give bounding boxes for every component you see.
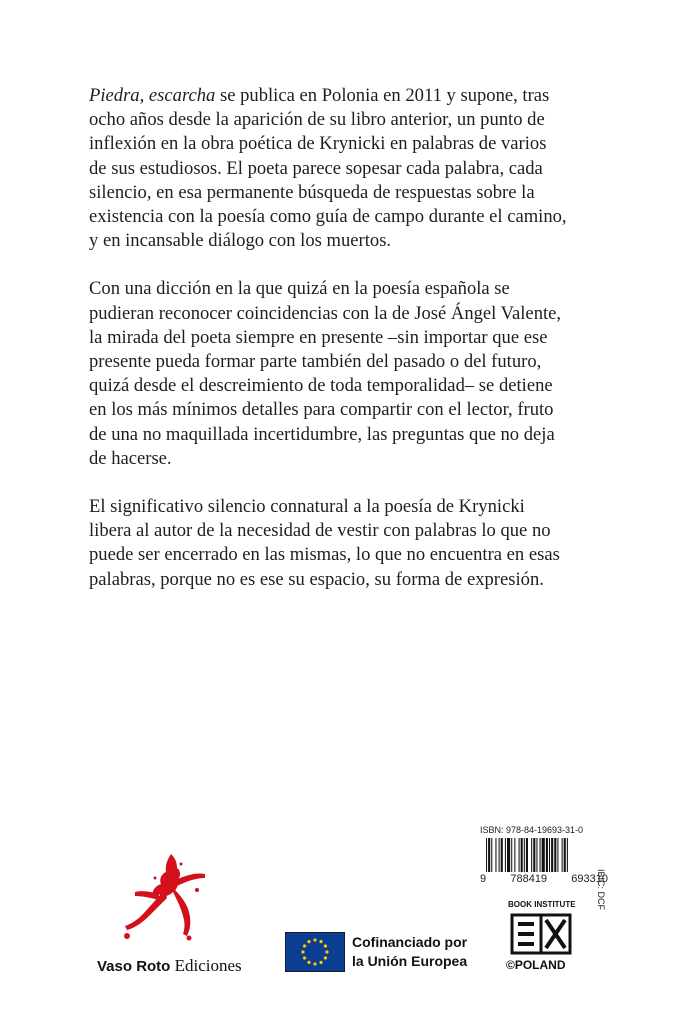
barcode-bar: [562, 838, 563, 872]
barcode-bar: [521, 838, 523, 872]
eu-star-icon: [307, 961, 310, 964]
barcode-bar: [536, 838, 537, 872]
barcode-bar: [505, 838, 506, 872]
barcode-bar: [554, 838, 556, 872]
barcode-bar: [499, 838, 500, 872]
barcode-bar: [514, 838, 515, 872]
barcode-bar: [507, 838, 510, 872]
back-cover-blurb: [89, 84, 609, 616]
eu-star-icon: [303, 956, 306, 959]
barcode-bar: [524, 838, 525, 872]
barcode-bar: [488, 838, 490, 872]
publisher-name: Vaso Roto Ediciones: [97, 956, 242, 975]
barcode-bar: [486, 838, 487, 872]
barcode-bar: [567, 838, 568, 872]
barcode-bar: [564, 838, 566, 872]
bic-code: IBIC: DCF: [596, 869, 606, 911]
eu-star-icon: [319, 961, 322, 964]
barcode-bar: [549, 838, 550, 872]
eu-star-icon: [313, 962, 316, 965]
eu-star-icon: [319, 940, 322, 943]
barcode-bar: [491, 838, 492, 872]
blurb-paragraph-1: Piedra, escarcha se publica en Polonia en 2011 y supone, tras ocho años desde la aparición de su libro anterior, un punto de inflexión en la obra poética de Krynicki en palabras de varios de sus estudiosos. El poeta parece sopesar cada palabra, cada silencio, en esa permanente búsqueda de respuestas sobre la existencia con la poesía como guía de campo durante el camino, y en incansable diálogo con los muertos.: [89, 85, 567, 252]
eu-cofunding-label: Cofinanciado por la Unión Europea: [352, 934, 468, 969]
book-institute-logo-icon: [510, 913, 572, 955]
barcode-bar: [519, 838, 520, 872]
barcode-bar: [495, 838, 496, 872]
book-title: Piedra, escarcha: [89, 85, 216, 106]
barcode-bar: [501, 838, 503, 872]
barcode-bar: [542, 838, 545, 872]
barcode-bar: [551, 838, 553, 872]
barcode-bar: [526, 838, 528, 872]
blurb-paragraph-2: Con una dicción en la que quizá en la poesía española se pudieran reconocer coincidencias con la de José Ángel Valente, la mirada del poeta siempre en presente –sin importar que ese presente pueda formar parte también del pasado o del futuro, quizá desde el descreimiento de toda temporalidad– se detiene en los más mínimos detalles para compartir con el lector, fruto de una no maquillada incertidumbre, las preguntas que no deja de hacerse.: [89, 278, 562, 469]
eu-star-icon: [324, 956, 327, 959]
red-ink-dancer-icon: [115, 850, 215, 945]
eu-star-icon: [325, 950, 328, 953]
eu-star-icon: [324, 944, 327, 947]
barcode-bar: [511, 838, 512, 872]
book-institute-label: BOOK INSTITUTE: [508, 900, 576, 909]
eu-flag-icon: [285, 932, 345, 972]
eu-star-icon: [307, 940, 310, 943]
book-institute-poland: ©POLAND: [506, 958, 566, 972]
barcode-bar: [531, 838, 532, 872]
eu-star-icon: [301, 950, 304, 953]
barcode-bar: [533, 838, 535, 872]
barcode-icon: [486, 838, 604, 872]
isbn-number: ISBN: 978-84-19693-31-0: [480, 825, 584, 835]
blurb-paragraph-3: El significativo silencio connatural a la poesía de Krynicki libera al autor de la necesidad de vestir con palabras lo que no puede ser encerrado en las mismas, lo que no encuentra en esas palabras, porque no es ese su espacio, su forma de expresión.: [89, 496, 560, 590]
barcode-digits: 9 788419 693310: [480, 873, 608, 885]
eu-star-icon: [303, 944, 306, 947]
barcode-bar: [540, 838, 541, 872]
eu-star-icon: [313, 938, 316, 941]
barcode-bar: [546, 838, 548, 872]
barcode-bar: [557, 838, 558, 872]
